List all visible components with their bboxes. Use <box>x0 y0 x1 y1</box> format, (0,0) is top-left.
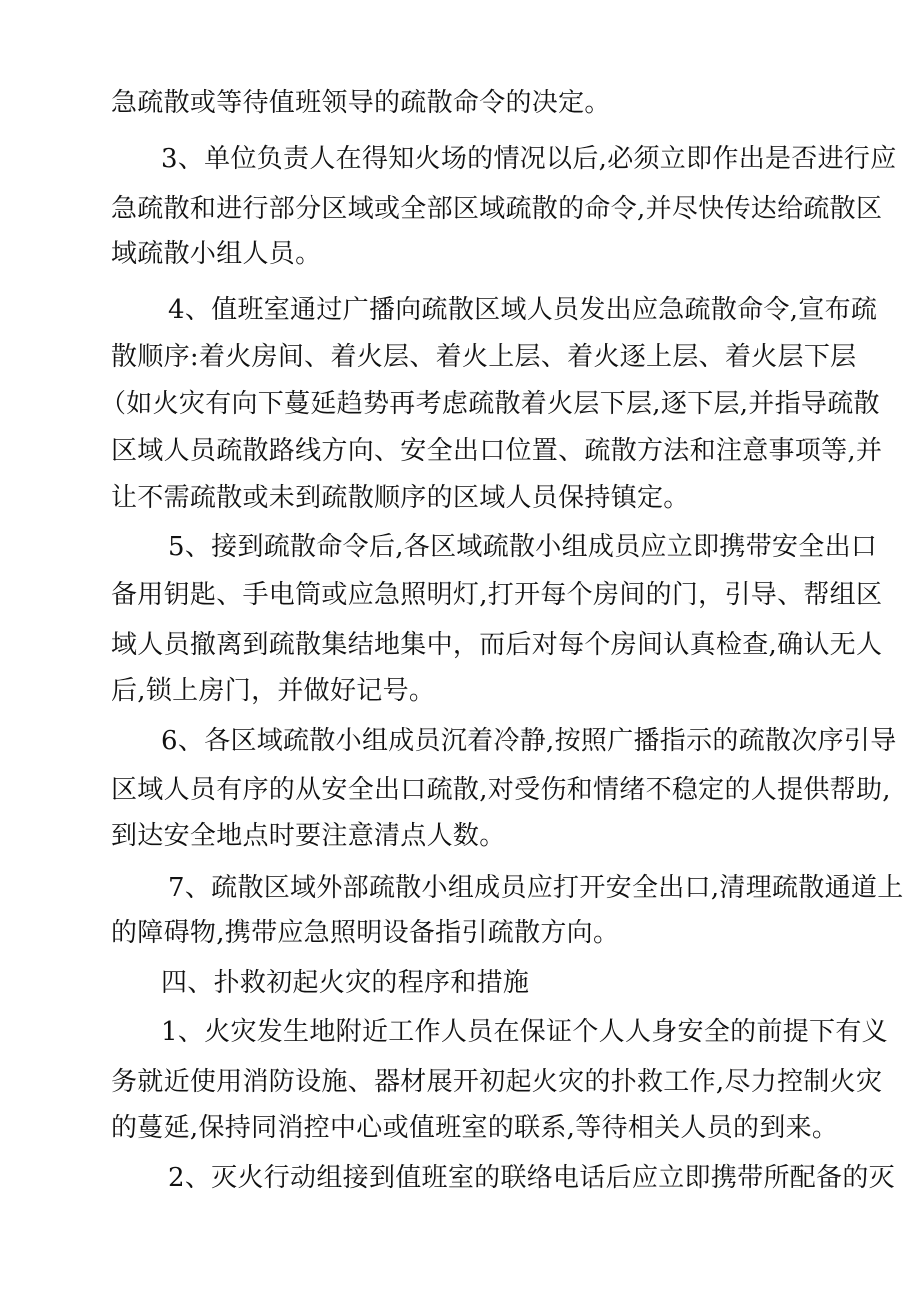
text-line: 的蔓延,保持同消控中心或值班室的联系,等待相关人员的到来。 <box>111 1113 839 1143</box>
text-line: 散顺序:着火房间、着火层、着火上层、着火逐上层、着火层下层 <box>111 342 857 372</box>
text-line: 到达安全地点时要注意清点人数。 <box>111 821 506 851</box>
text-line: 1、火灾发生地附近工作人员在保证个人人身安全的前提下有义 <box>161 1017 888 1047</box>
text-line: 2、灭火行动组接到值班室的联络电话后应立即携带所配备的灭 <box>168 1163 895 1193</box>
text-line: 备用钥匙、手电筒或应急照明灯,打开每个房间的门，引导、帮组区 <box>111 580 883 610</box>
text-line: 4、值班室通过广播向疏散区域人员发出应急疏散命令,宣布疏 <box>168 295 878 325</box>
text-line: 急疏散和进行部分区域或全部区域疏散的命令,并尽快传达给疏散区 <box>111 194 883 224</box>
text-line: 域人员撤离到疏散集结地集中，而后对每个房间认真检查,确认无人 <box>111 630 883 660</box>
text-line: 5、接到疏散命令后,各区域疏散小组成员应立即携带安全出口 <box>168 532 878 562</box>
section-heading: 四、扑救初起火灾的程序和措施 <box>161 968 530 998</box>
text-line: 6、各区域疏散小组成员沉着冷静,按照广播指示的疏散次序引导 <box>161 726 897 756</box>
text-line: 域疏散小组人员。 <box>111 239 322 269</box>
text-line: 让不需疏散或未到疏散顺序的区域人员保持镇定。 <box>111 483 690 513</box>
text-line: 区域人员疏散路线方向、安全出口位置、疏散方法和注意事项等,并 <box>111 436 883 466</box>
text-line: （如火灾有向下蔓延趋势再考虑疏散着火层下层,逐下层,并指导疏散 <box>100 389 880 419</box>
text-line: 3、单位负责人在得知火场的情况以后,必须立即作出是否进行应 <box>161 144 897 174</box>
text-line: 区域人员有序的从安全出口疏散,对受伤和情绪不稳定的人提供帮助, <box>111 775 891 805</box>
text-line: 务就近使用消防设施、器材展开初起火灾的扑救工作,尽力控制火灾 <box>111 1067 883 1097</box>
text-line: 的障碍物,携带应急照明设备指引疏散方向。 <box>111 918 620 948</box>
text-line: 急疏散或等待值班领导的疏散命令的决定。 <box>111 88 611 118</box>
text-line: 7、疏散区域外部疏散小组成员应打开安全出口,清理疏散通道上 <box>168 873 904 903</box>
text-line: 后,锁上房门，并做好记号。 <box>111 676 436 706</box>
